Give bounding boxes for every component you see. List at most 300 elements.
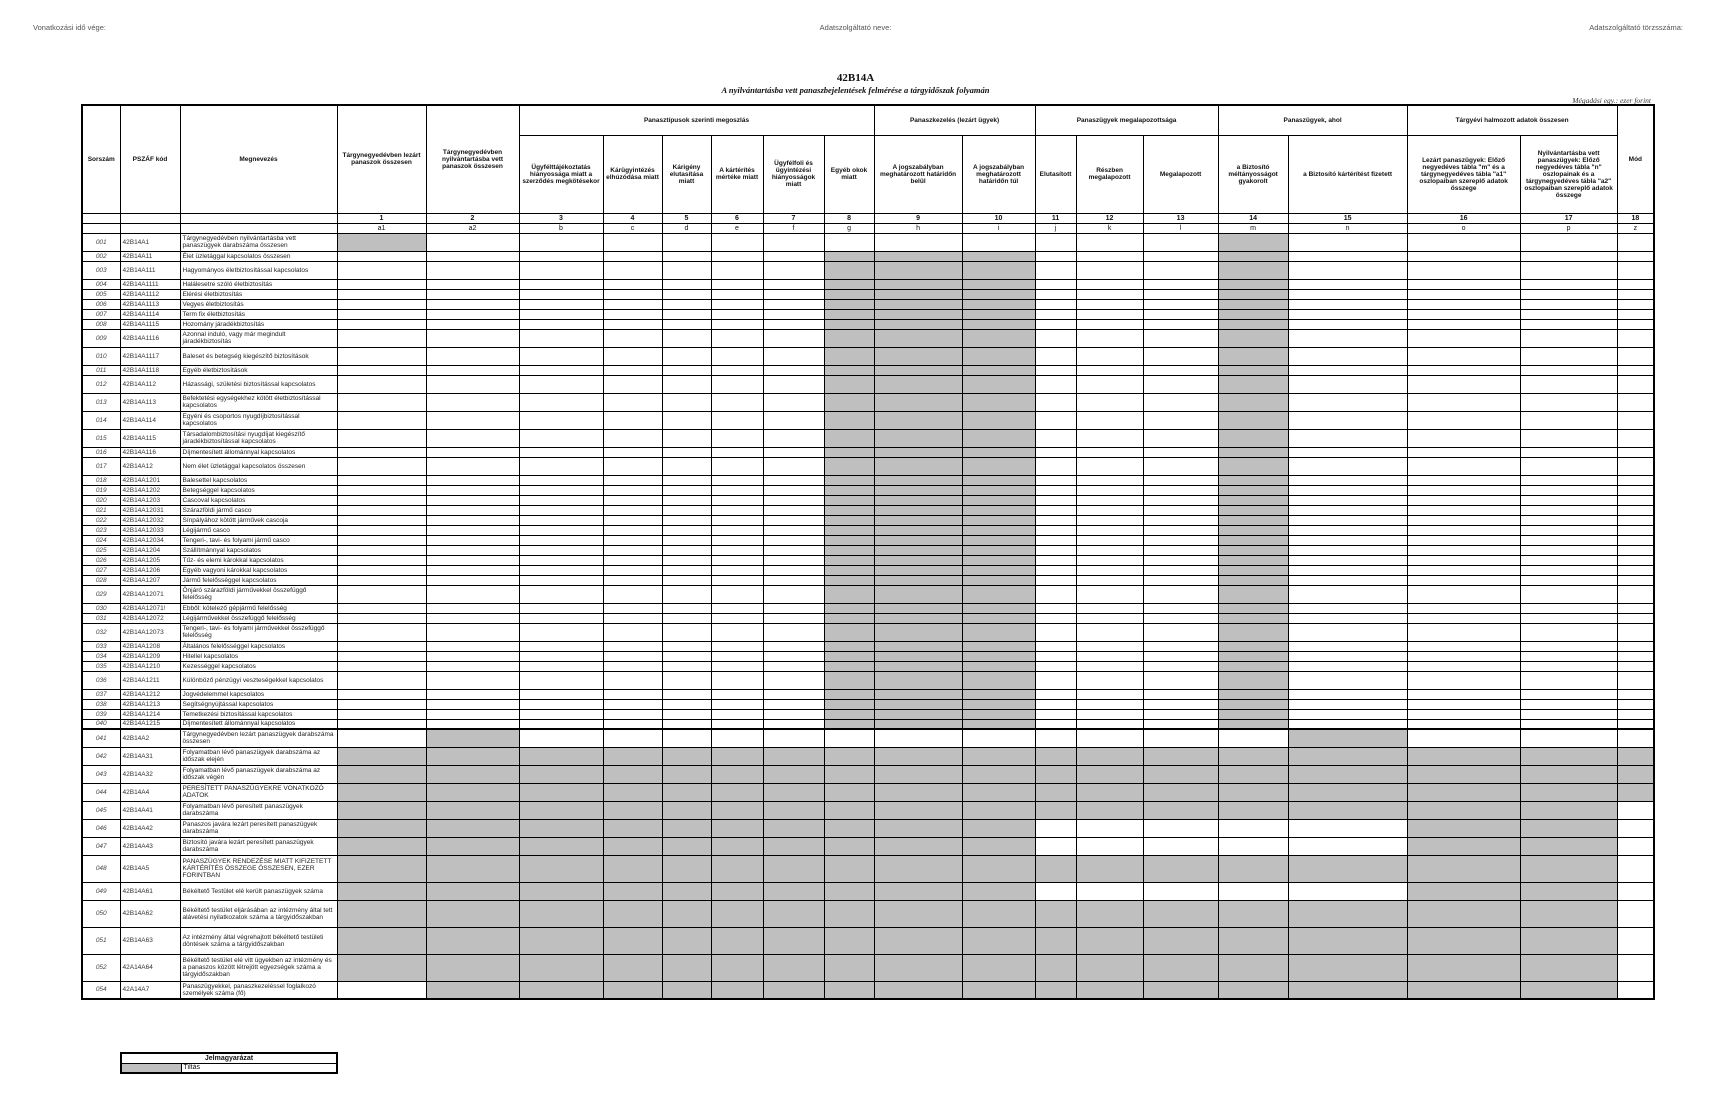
data-cell[interactable] — [1407, 729, 1520, 747]
data-cell[interactable] — [1617, 429, 1654, 447]
data-cell[interactable] — [1288, 651, 1407, 661]
data-cell[interactable] — [662, 603, 711, 613]
data-cell[interactable] — [337, 475, 426, 485]
data-cell[interactable] — [1035, 251, 1076, 261]
data-cell[interactable] — [1076, 319, 1143, 329]
data-cell[interactable] — [426, 515, 519, 525]
data-cell[interactable] — [426, 555, 519, 565]
data-cell[interactable] — [1407, 475, 1520, 485]
data-cell[interactable] — [711, 719, 763, 729]
data-cell[interactable] — [711, 495, 763, 505]
data-cell[interactable] — [1617, 661, 1654, 671]
data-cell[interactable] — [1035, 661, 1076, 671]
data-cell[interactable] — [337, 689, 426, 699]
data-cell[interactable] — [1076, 603, 1143, 613]
data-cell[interactable] — [1407, 613, 1520, 623]
data-cell[interactable] — [426, 475, 519, 485]
data-cell[interactable] — [337, 729, 426, 747]
data-cell[interactable] — [603, 411, 662, 429]
data-cell[interactable] — [662, 661, 711, 671]
data-cell[interactable] — [1520, 603, 1617, 613]
data-cell[interactable] — [662, 515, 711, 525]
data-cell[interactable] — [1143, 457, 1218, 475]
data-cell[interactable] — [1617, 495, 1654, 505]
data-cell[interactable] — [711, 299, 763, 309]
data-cell[interactable] — [1076, 585, 1143, 603]
data-cell[interactable] — [1076, 365, 1143, 375]
data-cell[interactable] — [1407, 709, 1520, 719]
data-cell[interactable] — [1288, 365, 1407, 375]
data-cell[interactable] — [711, 515, 763, 525]
data-cell[interactable] — [337, 981, 426, 999]
data-cell[interactable] — [1407, 429, 1520, 447]
data-cell[interactable] — [1143, 641, 1218, 651]
data-cell[interactable] — [874, 729, 962, 747]
data-cell[interactable] — [603, 623, 662, 641]
data-cell[interactable] — [426, 329, 519, 347]
data-cell[interactable] — [662, 329, 711, 347]
data-cell[interactable] — [1407, 457, 1520, 475]
data-cell[interactable] — [426, 661, 519, 671]
data-cell[interactable] — [1520, 233, 1617, 251]
data-cell[interactable] — [662, 641, 711, 651]
data-cell[interactable] — [763, 671, 824, 689]
data-cell[interactable] — [1076, 729, 1143, 747]
data-cell[interactable] — [763, 623, 824, 641]
data-cell[interactable] — [603, 233, 662, 251]
data-cell[interactable] — [1076, 251, 1143, 261]
data-cell[interactable] — [519, 555, 603, 565]
data-cell[interactable] — [426, 641, 519, 651]
data-cell[interactable] — [1143, 347, 1218, 365]
data-cell[interactable] — [1407, 261, 1520, 279]
data-cell[interactable] — [1076, 719, 1143, 729]
data-cell[interactable] — [1617, 729, 1654, 747]
data-cell[interactable] — [1520, 447, 1617, 457]
data-cell[interactable] — [426, 535, 519, 545]
data-cell[interactable] — [1617, 613, 1654, 623]
data-cell[interactable] — [1617, 347, 1654, 365]
data-cell[interactable] — [1288, 289, 1407, 299]
data-cell[interactable] — [1617, 319, 1654, 329]
data-cell[interactable] — [337, 309, 426, 319]
data-cell[interactable] — [519, 699, 603, 709]
data-cell[interactable] — [1035, 279, 1076, 289]
data-cell[interactable] — [1407, 623, 1520, 641]
data-cell[interactable] — [1520, 729, 1617, 747]
data-cell[interactable] — [1218, 819, 1288, 837]
data-cell[interactable] — [426, 289, 519, 299]
data-cell[interactable] — [1076, 837, 1143, 855]
data-cell[interactable] — [763, 555, 824, 565]
data-cell[interactable] — [519, 233, 603, 251]
data-cell[interactable] — [711, 429, 763, 447]
data-cell[interactable] — [1035, 719, 1076, 729]
data-cell[interactable] — [662, 689, 711, 699]
data-cell[interactable] — [1143, 671, 1218, 689]
data-cell[interactable] — [763, 535, 824, 545]
data-cell[interactable] — [763, 299, 824, 309]
data-cell[interactable] — [603, 365, 662, 375]
data-cell[interactable] — [1035, 515, 1076, 525]
data-cell[interactable] — [1076, 565, 1143, 575]
data-cell[interactable] — [1076, 641, 1143, 651]
data-cell[interactable] — [1288, 623, 1407, 641]
data-cell[interactable] — [1035, 347, 1076, 365]
data-cell[interactable] — [1617, 641, 1654, 651]
data-cell[interactable] — [519, 375, 603, 393]
data-cell[interactable] — [603, 485, 662, 495]
data-cell[interactable] — [1407, 393, 1520, 411]
data-cell[interactable] — [1520, 689, 1617, 699]
data-cell[interactable] — [603, 525, 662, 535]
data-cell[interactable] — [1407, 289, 1520, 299]
data-cell[interactable] — [603, 457, 662, 475]
data-cell[interactable] — [1288, 525, 1407, 535]
data-cell[interactable] — [763, 565, 824, 575]
data-cell[interactable] — [763, 485, 824, 495]
data-cell[interactable] — [711, 729, 763, 747]
data-cell[interactable] — [662, 319, 711, 329]
data-cell[interactable] — [662, 545, 711, 555]
data-cell[interactable] — [519, 545, 603, 555]
data-cell[interactable] — [603, 641, 662, 651]
data-cell[interactable] — [1617, 699, 1654, 709]
data-cell[interactable] — [603, 329, 662, 347]
data-cell[interactable] — [711, 457, 763, 475]
data-cell[interactable] — [763, 651, 824, 661]
data-cell[interactable] — [1143, 819, 1218, 837]
data-cell[interactable] — [603, 671, 662, 689]
data-cell[interactable] — [1143, 545, 1218, 555]
data-cell[interactable] — [1288, 261, 1407, 279]
data-cell[interactable] — [603, 651, 662, 661]
data-cell[interactable] — [662, 429, 711, 447]
data-cell[interactable] — [1617, 927, 1654, 954]
data-cell[interactable] — [603, 535, 662, 545]
data-cell[interactable] — [426, 603, 519, 613]
data-cell[interactable] — [1035, 699, 1076, 709]
data-cell[interactable] — [426, 233, 519, 251]
data-cell[interactable] — [1076, 505, 1143, 515]
data-cell[interactable] — [1035, 535, 1076, 545]
data-cell[interactable] — [711, 709, 763, 719]
data-cell[interactable] — [662, 525, 711, 535]
data-cell[interactable] — [1035, 729, 1076, 747]
data-cell[interactable] — [1218, 882, 1288, 900]
data-cell[interactable] — [1288, 565, 1407, 575]
data-cell[interactable] — [337, 329, 426, 347]
data-cell[interactable] — [1035, 689, 1076, 699]
data-cell[interactable] — [1035, 411, 1076, 429]
data-cell[interactable] — [1143, 505, 1218, 515]
data-cell[interactable] — [603, 729, 662, 747]
data-cell[interactable] — [763, 545, 824, 555]
data-cell[interactable] — [519, 689, 603, 699]
data-cell[interactable] — [519, 661, 603, 671]
data-cell[interactable] — [711, 329, 763, 347]
data-cell[interactable] — [519, 613, 603, 623]
data-cell[interactable] — [711, 375, 763, 393]
data-cell[interactable] — [1407, 585, 1520, 603]
data-cell[interactable] — [337, 555, 426, 565]
data-cell[interactable] — [1218, 837, 1288, 855]
data-cell[interactable] — [1143, 585, 1218, 603]
data-cell[interactable] — [711, 641, 763, 651]
data-cell[interactable] — [1407, 505, 1520, 515]
data-cell[interactable] — [711, 347, 763, 365]
data-cell[interactable] — [711, 447, 763, 457]
data-cell[interactable] — [426, 411, 519, 429]
data-cell[interactable] — [1407, 251, 1520, 261]
data-cell[interactable] — [337, 261, 426, 279]
data-cell[interactable] — [711, 651, 763, 661]
data-cell[interactable] — [1617, 475, 1654, 485]
data-cell[interactable] — [1520, 319, 1617, 329]
data-cell[interactable] — [519, 641, 603, 651]
data-cell[interactable] — [603, 515, 662, 525]
data-cell[interactable] — [1520, 485, 1617, 495]
data-cell[interactable] — [1288, 251, 1407, 261]
data-cell[interactable] — [763, 613, 824, 623]
data-cell[interactable] — [763, 603, 824, 613]
data-cell[interactable] — [1520, 585, 1617, 603]
data-cell[interactable] — [1617, 251, 1654, 261]
data-cell[interactable] — [1143, 525, 1218, 535]
data-cell[interactable] — [662, 289, 711, 299]
data-cell[interactable] — [1076, 429, 1143, 447]
data-cell[interactable] — [662, 729, 711, 747]
data-cell[interactable] — [1407, 661, 1520, 671]
data-cell[interactable] — [662, 279, 711, 289]
data-cell[interactable] — [662, 375, 711, 393]
data-cell[interactable] — [1617, 279, 1654, 289]
data-cell[interactable] — [337, 709, 426, 719]
data-cell[interactable] — [711, 575, 763, 585]
data-cell[interactable] — [1288, 505, 1407, 515]
data-cell[interactable] — [1617, 575, 1654, 585]
data-cell[interactable] — [1520, 365, 1617, 375]
data-cell[interactable] — [763, 641, 824, 651]
data-cell[interactable] — [1076, 485, 1143, 495]
data-cell[interactable] — [763, 233, 824, 251]
data-cell[interactable] — [1288, 689, 1407, 699]
data-cell[interactable] — [426, 545, 519, 555]
data-cell[interactable] — [1520, 623, 1617, 641]
data-cell[interactable] — [1143, 837, 1218, 855]
data-cell[interactable] — [1218, 729, 1288, 747]
data-cell[interactable] — [763, 251, 824, 261]
data-cell[interactable] — [426, 279, 519, 289]
data-cell[interactable] — [1143, 603, 1218, 613]
data-cell[interactable] — [1520, 719, 1617, 729]
data-cell[interactable] — [426, 347, 519, 365]
data-cell[interactable] — [519, 261, 603, 279]
data-cell[interactable] — [1407, 411, 1520, 429]
data-cell[interactable] — [519, 393, 603, 411]
data-cell[interactable] — [711, 585, 763, 603]
data-cell[interactable] — [1143, 613, 1218, 623]
data-cell[interactable] — [1407, 689, 1520, 699]
data-cell[interactable] — [763, 525, 824, 535]
data-cell[interactable] — [1288, 457, 1407, 475]
data-cell[interactable] — [337, 661, 426, 671]
data-cell[interactable] — [1035, 495, 1076, 505]
data-cell[interactable] — [426, 393, 519, 411]
data-cell[interactable] — [1617, 393, 1654, 411]
data-cell[interactable] — [1035, 447, 1076, 457]
data-cell[interactable] — [337, 485, 426, 495]
data-cell[interactable] — [1076, 699, 1143, 709]
data-cell[interactable] — [1617, 719, 1654, 729]
data-cell[interactable] — [426, 429, 519, 447]
data-cell[interactable] — [711, 309, 763, 319]
data-cell[interactable] — [337, 641, 426, 651]
data-cell[interactable] — [1076, 289, 1143, 299]
data-cell[interactable] — [337, 299, 426, 309]
data-cell[interactable] — [1076, 375, 1143, 393]
data-cell[interactable] — [1143, 535, 1218, 545]
data-cell[interactable] — [337, 393, 426, 411]
data-cell[interactable] — [1617, 545, 1654, 555]
data-cell[interactable] — [1035, 505, 1076, 515]
data-cell[interactable] — [763, 447, 824, 457]
data-cell[interactable] — [337, 525, 426, 535]
data-cell[interactable] — [1407, 329, 1520, 347]
data-cell[interactable] — [1288, 575, 1407, 585]
data-cell[interactable] — [1035, 575, 1076, 585]
data-cell[interactable] — [519, 411, 603, 429]
data-cell[interactable] — [337, 671, 426, 689]
data-cell[interactable] — [1143, 319, 1218, 329]
data-cell[interactable] — [1520, 535, 1617, 545]
data-cell[interactable] — [1407, 555, 1520, 565]
data-cell[interactable] — [519, 447, 603, 457]
data-cell[interactable] — [1035, 475, 1076, 485]
data-cell[interactable] — [1288, 485, 1407, 495]
data-cell[interactable] — [1520, 555, 1617, 565]
data-cell[interactable] — [1407, 525, 1520, 535]
data-cell[interactable] — [711, 251, 763, 261]
data-cell[interactable] — [1520, 515, 1617, 525]
data-cell[interactable] — [603, 319, 662, 329]
data-cell[interactable] — [1143, 661, 1218, 671]
data-cell[interactable] — [662, 651, 711, 661]
data-cell[interactable] — [711, 613, 763, 623]
data-cell[interactable] — [1617, 585, 1654, 603]
data-cell[interactable] — [763, 411, 824, 429]
data-cell[interactable] — [711, 623, 763, 641]
data-cell[interactable] — [711, 505, 763, 515]
data-cell[interactable] — [1288, 347, 1407, 365]
data-cell[interactable] — [1143, 309, 1218, 319]
data-cell[interactable] — [1407, 545, 1520, 555]
data-cell[interactable] — [662, 555, 711, 565]
data-cell[interactable] — [711, 475, 763, 485]
data-cell[interactable] — [1288, 309, 1407, 319]
data-cell[interactable] — [337, 585, 426, 603]
data-cell[interactable] — [1288, 319, 1407, 329]
data-cell[interactable] — [662, 505, 711, 515]
data-cell[interactable] — [763, 457, 824, 475]
data-cell[interactable] — [603, 279, 662, 289]
data-cell[interactable] — [711, 393, 763, 411]
data-cell[interactable] — [1076, 661, 1143, 671]
data-cell[interactable] — [1617, 365, 1654, 375]
data-cell[interactable] — [1617, 689, 1654, 699]
data-cell[interactable] — [426, 495, 519, 505]
data-cell[interactable] — [763, 661, 824, 671]
data-cell[interactable] — [1288, 495, 1407, 505]
data-cell[interactable] — [1407, 319, 1520, 329]
data-cell[interactable] — [1520, 671, 1617, 689]
data-cell[interactable] — [662, 565, 711, 575]
data-cell[interactable] — [337, 411, 426, 429]
data-cell[interactable] — [1288, 299, 1407, 309]
data-cell[interactable] — [1143, 565, 1218, 575]
data-cell[interactable] — [662, 251, 711, 261]
data-cell[interactable] — [1288, 699, 1407, 709]
data-cell[interactable] — [1035, 623, 1076, 641]
data-cell[interactable] — [824, 729, 874, 747]
data-cell[interactable] — [1076, 525, 1143, 535]
data-cell[interactable] — [1143, 447, 1218, 457]
data-cell[interactable] — [426, 375, 519, 393]
data-cell[interactable] — [519, 329, 603, 347]
data-cell[interactable] — [337, 515, 426, 525]
data-cell[interactable] — [662, 447, 711, 457]
data-cell[interactable] — [603, 447, 662, 457]
data-cell[interactable] — [1520, 251, 1617, 261]
data-cell[interactable] — [1288, 661, 1407, 671]
data-cell[interactable] — [337, 565, 426, 575]
data-cell[interactable] — [1076, 613, 1143, 623]
data-cell[interactable] — [1617, 375, 1654, 393]
data-cell[interactable] — [337, 347, 426, 365]
data-cell[interactable] — [519, 603, 603, 613]
data-cell[interactable] — [1617, 261, 1654, 279]
data-cell[interactable] — [1076, 393, 1143, 411]
data-cell[interactable] — [1407, 719, 1520, 729]
data-cell[interactable] — [1143, 729, 1218, 747]
data-cell[interactable] — [1288, 393, 1407, 411]
data-cell[interactable] — [662, 495, 711, 505]
data-cell[interactable] — [1035, 289, 1076, 299]
data-cell[interactable] — [426, 309, 519, 319]
data-cell[interactable] — [1076, 575, 1143, 585]
data-cell[interactable] — [1520, 347, 1617, 365]
data-cell[interactable] — [426, 613, 519, 623]
data-cell[interactable] — [711, 555, 763, 565]
data-cell[interactable] — [1076, 309, 1143, 319]
data-cell[interactable] — [337, 623, 426, 641]
data-cell[interactable] — [1407, 575, 1520, 585]
data-cell[interactable] — [426, 699, 519, 709]
data-cell[interactable] — [603, 603, 662, 613]
data-cell[interactable] — [519, 623, 603, 641]
data-cell[interactable] — [1076, 475, 1143, 485]
data-cell[interactable] — [426, 651, 519, 661]
data-cell[interactable] — [1288, 585, 1407, 603]
data-cell[interactable] — [426, 261, 519, 279]
data-cell[interactable] — [1035, 613, 1076, 623]
data-cell[interactable] — [1035, 585, 1076, 603]
data-cell[interactable] — [1520, 575, 1617, 585]
data-cell[interactable] — [1143, 251, 1218, 261]
data-cell[interactable] — [763, 709, 824, 719]
data-cell[interactable] — [711, 565, 763, 575]
data-cell[interactable] — [337, 289, 426, 299]
